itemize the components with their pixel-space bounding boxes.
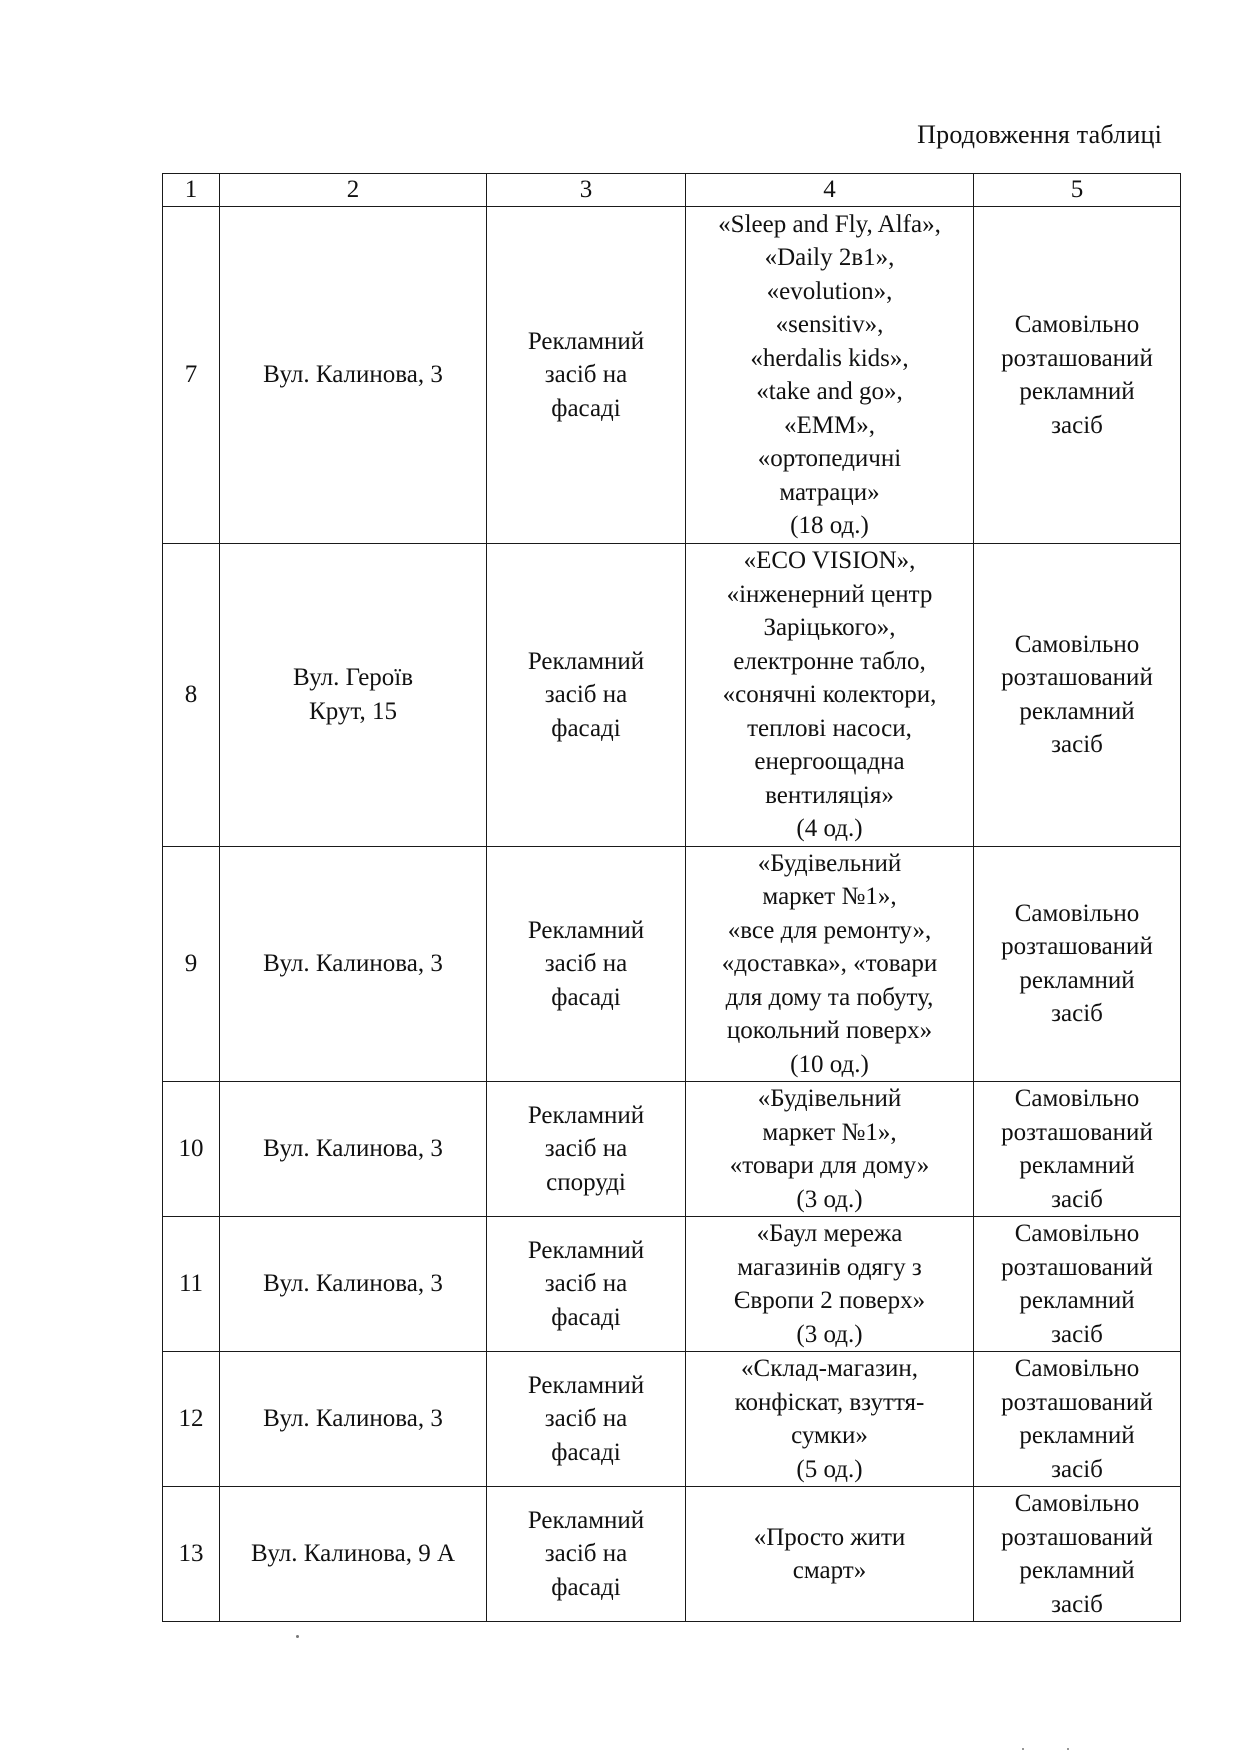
row-number-cell: 13 [163,1487,220,1622]
scan-speck [296,1635,299,1638]
header-cell-2: 2 [220,174,487,207]
table-row [163,1082,1181,1217]
address-cell: Вул. Калинова, 3 [220,1217,487,1352]
scan-speck [1067,1748,1069,1750]
status-note-cell: Самовільно розташований рекламний засіб [974,207,1181,544]
table-row [163,1217,1181,1352]
table-row [163,1487,1181,1622]
address-cell: Вул. Калинова, 3 [220,207,487,544]
status-note-cell: Самовільно розташований рекламний засіб [974,1082,1181,1217]
header-cell-1: 1 [163,174,220,207]
advertising-table [162,173,1181,1622]
header-cell-4: 4 [686,174,974,207]
ad-content-cell: «Sleep and Fly, Alfa», «Daily 2в1», «evolution», «sensitiv», «herdalis kids», «take and go», «EMM», «ортопедичні матраци» (18 од.) [686,207,974,544]
header-cell-5: 5 [974,174,1181,207]
ad-content-cell: «Баул мережа магазинів одягу з Європи 2 поверх» (3 од.) [686,1217,974,1352]
ad-content-cell: «ECO VISION», «інженерний центр Заріцького», електронне табло, «сонячні колектори, теплові насоси, енергоощадна вентиляція» (4 од.) [686,544,974,847]
status-note-cell: Самовільно розташований рекламний засіб [974,846,1181,1082]
address-cell: Вул. Калинова, 3 [220,1082,487,1217]
table-row [163,846,1181,1082]
address-cell: Вул. Калинова, 3 [220,846,487,1082]
ad-type-cell: Рекламний засіб на фасаді [487,544,686,847]
row-number-cell: 10 [163,1082,220,1217]
ad-content-cell: «Будівельний маркет №1», «все для ремонту», «доставка», «товари для дому та побуту, цокольний поверх» (10 од.) [686,846,974,1082]
status-note-cell: Самовільно розташований рекламний засіб [974,1217,1181,1352]
ad-content-cell: «Просто жити смарт» [686,1487,974,1622]
row-number-cell: 12 [163,1352,220,1487]
row-number-cell: 11 [163,1217,220,1352]
address-cell: Вул. Калинова, 3 [220,1352,487,1487]
ad-type-cell: Рекламний засіб на споруді [487,1082,686,1217]
ad-type-cell: Рекламний засіб на фасаді [487,1352,686,1487]
table-header-row [163,174,1181,207]
ad-type-cell: Рекламний засіб на фасаді [487,1217,686,1352]
address-cell: Вул. Калинова, 9 А [220,1487,487,1622]
table-row [163,1352,1181,1487]
status-note-cell: Самовільно розташований рекламний засіб [974,544,1181,847]
status-note-cell: Самовільно розташований рекламний засіб [974,1487,1181,1622]
status-note-cell: Самовільно розташований рекламний засіб [974,1352,1181,1487]
table-continuation-caption: Продовження таблиці [917,120,1162,149]
table-row [163,544,1181,847]
header-cell-3: 3 [487,174,686,207]
ad-content-cell: «Склад-магазин, конфіскат, взуття- сумки» (5 од.) [686,1352,974,1487]
address-cell: Вул. Героїв Крут, 15 [220,544,487,847]
scan-speck [1022,1748,1024,1750]
row-number-cell: 8 [163,544,220,847]
row-number-cell: 7 [163,207,220,544]
table-row [163,207,1181,544]
ad-type-cell: Рекламний засіб на фасаді [487,207,686,544]
ad-type-cell: Рекламний засіб на фасаді [487,846,686,1082]
ad-type-cell: Рекламний засіб на фасаді [487,1487,686,1622]
row-number-cell: 9 [163,846,220,1082]
ad-content-cell: «Будівельний маркет №1», «товари для дому» (3 од.) [686,1082,974,1217]
